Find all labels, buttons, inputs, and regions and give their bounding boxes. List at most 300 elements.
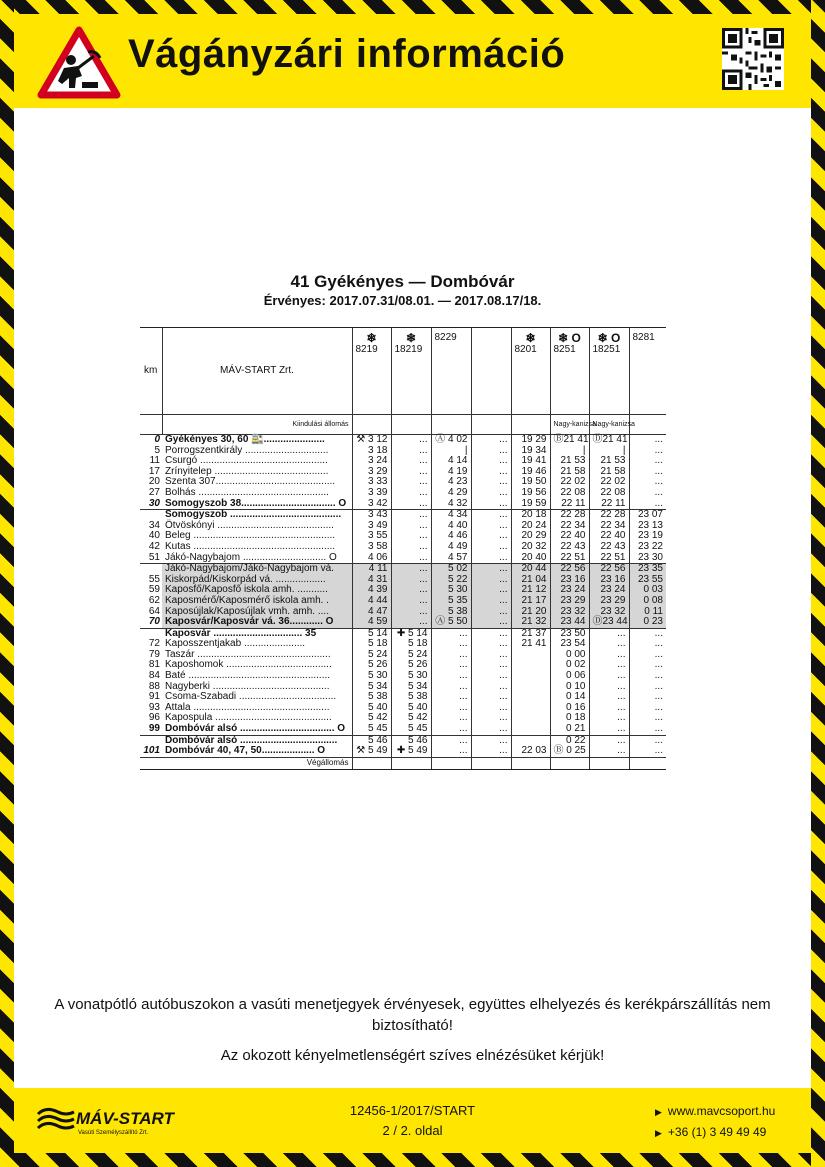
time-cell: 5 40	[391, 703, 431, 714]
time-cell: ...	[589, 650, 629, 661]
time-cell: 4 14	[431, 456, 471, 467]
time-cell: ...	[471, 553, 511, 564]
time-cell: 21 58	[550, 467, 589, 478]
table-row	[140, 499, 666, 510]
km-cell: 27	[148, 486, 160, 498]
time-cell: 5 24	[391, 650, 431, 661]
time-cell: ...	[589, 692, 629, 703]
time-cell: 5 30	[431, 585, 471, 596]
time-cell: 23 24	[589, 585, 629, 596]
time-cell: ...	[589, 682, 629, 693]
time-cell: 22 56	[589, 564, 629, 575]
time-cell: 22 02	[550, 477, 589, 488]
train-symbol: ❄	[366, 331, 377, 345]
km-cell: 93	[148, 701, 160, 713]
km-cell: 81	[148, 659, 160, 671]
table-row	[140, 596, 666, 607]
station-name: Kaposfő/Kaposfő iskola amh. ...........	[162, 585, 352, 596]
time-cell: 22 56	[550, 564, 589, 575]
km-cell: 55	[148, 573, 160, 585]
station-name: Kaposvár ................................ 35	[162, 628, 352, 639]
time-cell: ...	[431, 713, 471, 724]
km-cell: 11	[149, 455, 160, 467]
time-cell: Ⓓ21 41	[589, 435, 629, 446]
time-cell: ...	[629, 660, 666, 671]
time-cell: ...	[391, 596, 431, 607]
time-cell: ...	[471, 477, 511, 488]
time-cell: ...	[391, 488, 431, 499]
time-cell: ...	[629, 499, 666, 510]
km-cell: 17	[148, 465, 160, 477]
time-cell: ...	[471, 456, 511, 467]
time-cell: 3 55	[352, 531, 391, 542]
time-cell: 3 49	[352, 521, 391, 532]
time-cell: ...	[471, 575, 511, 586]
km-cell: 42	[148, 540, 160, 552]
time-cell: ⚒ 5 49	[352, 746, 391, 757]
time-cell: ...	[629, 682, 666, 693]
timetable-header-row	[140, 328, 666, 415]
time-cell: 22 40	[550, 531, 589, 542]
time-cell: 22 43	[589, 542, 629, 553]
train-header	[629, 328, 666, 415]
km-cell: 91	[148, 691, 160, 703]
time-cell: 4 49	[431, 542, 471, 553]
time-cell: 5 34	[391, 682, 431, 693]
train-symbol: ❄ O	[597, 331, 621, 345]
time-cell: |	[589, 446, 629, 457]
table-row	[140, 435, 666, 446]
time-cell: ...	[391, 499, 431, 510]
time-cell: ...	[391, 456, 431, 467]
timetable-validity: Érvényes: 2017.07.31/08.01. — 2017.08.17/18.	[263, 293, 542, 308]
phone-link[interactable]: ▶ +36 (1) 3 49 49 49	[655, 1125, 767, 1139]
time-cell: 20 40	[511, 553, 550, 564]
train-number: 18251	[592, 344, 621, 355]
time-cell: ...	[391, 521, 431, 532]
station-name: Szenta 307...........................................	[165, 476, 336, 488]
time-cell: 22 08	[589, 488, 629, 499]
time-cell: ...	[629, 692, 666, 703]
time-cell: 0 10	[550, 682, 589, 693]
time-cell: 0 18	[550, 713, 589, 724]
time-cell: 4 06	[352, 553, 391, 564]
time-cell: 23 54	[550, 639, 589, 650]
time-cell: 5 38	[352, 692, 391, 703]
train-symbol: ❄	[525, 331, 536, 345]
hazard-stripe-left	[0, 0, 14, 1167]
apology-notice: Az okozott kényelmetlenségért szíves elnézésüket kérjük!	[220, 1047, 605, 1064]
table-row	[140, 617, 666, 628]
time-cell: ...	[471, 639, 511, 650]
time-cell: 5 14	[352, 628, 391, 639]
time-cell: 21 20	[511, 607, 550, 618]
time-cell: Ⓐ 5 50	[431, 617, 471, 628]
logo-subtitle: Vasúti Személyszállító Zrt.	[78, 1130, 149, 1136]
time-cell: ...	[391, 510, 431, 521]
header-title: Vágányzári információ	[128, 32, 566, 76]
km-cell	[140, 415, 162, 435]
km-cell: 5	[154, 444, 160, 456]
time-cell: ...	[391, 564, 431, 575]
time-cell: 5 24	[352, 650, 391, 661]
station-name: Nagyberki ..........................................	[165, 680, 330, 692]
time-cell: 0 06	[550, 671, 589, 682]
time-cell: 23 30	[629, 553, 666, 564]
time-cell: ...	[471, 724, 511, 735]
time-cell: ...	[629, 628, 666, 639]
departure-label: Kiindulási állomás	[162, 415, 352, 435]
time-cell: ...	[471, 671, 511, 682]
logo-wordmark: MÁV-START	[76, 1109, 174, 1128]
time-cell: ...	[629, 671, 666, 682]
km-cell: 70	[148, 616, 160, 628]
time-cell: ...	[589, 628, 629, 639]
time-cell: ✚ 5 14	[391, 628, 431, 639]
train-header	[391, 328, 431, 415]
time-cell: 0 03	[629, 585, 666, 596]
time-cell: 21 53	[550, 456, 589, 467]
station-name: Csoma-Szabadi ...................................	[165, 691, 337, 703]
time-cell: ...	[471, 628, 511, 639]
time-cell: ...	[431, 650, 471, 661]
time-cell: 23 07	[629, 510, 666, 521]
time-cell: ...	[471, 435, 511, 446]
time-cell: ...	[391, 467, 431, 478]
station-name: Dombóvár 40, 47, 50................... O	[165, 745, 326, 757]
time-cell: ...	[471, 510, 511, 521]
train-origin	[391, 415, 431, 435]
time-cell: 5 34	[352, 682, 391, 693]
time-cell	[511, 660, 550, 671]
train-header	[511, 328, 550, 415]
time-cell: ...	[391, 542, 431, 553]
station-name: Ötvöskónyi ..........................................	[165, 519, 334, 531]
train-origin	[352, 415, 391, 435]
roadwork-warning-icon	[38, 26, 120, 98]
time-cell	[511, 682, 550, 693]
time-cell: 22 08	[550, 488, 589, 499]
time-cell: ...	[629, 477, 666, 488]
time-cell: 4 31	[352, 575, 391, 586]
time-cell	[511, 724, 550, 735]
hazard-stripe-right	[811, 0, 825, 1167]
website-link[interactable]: ▶ www.mavcsoport.hu	[655, 1104, 776, 1118]
time-cell: ...	[629, 467, 666, 478]
time-cell: 22 34	[550, 521, 589, 532]
time-cell: ...	[391, 446, 431, 457]
km-cell: 88	[148, 680, 160, 692]
time-cell: 23 13	[629, 521, 666, 532]
time-cell: 20 18	[511, 510, 550, 521]
time-cell: 5 46	[391, 735, 431, 746]
time-cell: 4 47	[352, 607, 391, 618]
time-cell	[511, 692, 550, 703]
time-cell: 4 44	[352, 596, 391, 607]
qr-code-icon[interactable]	[722, 28, 784, 90]
time-cell: ...	[471, 596, 511, 607]
time-cell: ...	[391, 607, 431, 618]
time-cell: 5 46	[352, 735, 391, 746]
km-cell: 40	[148, 530, 160, 542]
empty-cell	[511, 757, 550, 769]
station-name: Kiskorpád/Kiskorpád vá. ..................	[162, 575, 352, 586]
time-cell: 5 40	[352, 703, 391, 714]
time-cell: 22 51	[589, 553, 629, 564]
time-cell: 0 23	[629, 617, 666, 628]
time-cell: ...	[431, 639, 471, 650]
time-cell: 4 19	[431, 467, 471, 478]
time-cell: ...	[471, 521, 511, 532]
time-cell: 23 55	[629, 575, 666, 586]
train-number: 8219	[355, 344, 378, 355]
time-cell: ...	[589, 639, 629, 650]
time-cell: ...	[629, 639, 666, 650]
contact-info	[655, 1101, 775, 1143]
time-cell: ...	[629, 446, 666, 457]
km-cell: 64	[148, 605, 160, 617]
mav-start-logo	[36, 1104, 176, 1138]
time-cell: 4 40	[431, 521, 471, 532]
time-cell: ...	[431, 628, 471, 639]
km-cell: 30	[148, 497, 160, 509]
time-cell: ...	[471, 564, 511, 575]
time-cell: 21 58	[589, 467, 629, 478]
train-number: 18219	[394, 344, 423, 355]
time-cell: 20 44	[511, 564, 550, 575]
station-name: Kapospula ..........................................	[165, 712, 332, 724]
time-cell: 19 34	[511, 446, 550, 457]
hazard-stripe-top	[0, 0, 825, 14]
time-cell: ...	[589, 671, 629, 682]
station-name: Beleg ...................................................	[165, 530, 336, 542]
arrival-label: Végállomás	[162, 757, 352, 769]
time-cell: 23 50	[550, 628, 589, 639]
time-cell: ...	[589, 703, 629, 714]
table-row	[140, 553, 666, 564]
operator-header: MÁV-START Zrt.	[162, 328, 352, 415]
time-cell: ...	[431, 682, 471, 693]
time-cell: 0 16	[550, 703, 589, 714]
time-cell: 19 46	[511, 467, 550, 478]
time-cell: 22 28	[589, 510, 629, 521]
train-header	[550, 328, 589, 415]
time-cell: 0 00	[550, 650, 589, 661]
train-number: 8229	[434, 332, 457, 343]
time-cell: ...	[471, 650, 511, 661]
train-origin: Nagy-kanizsa	[550, 415, 589, 435]
time-cell: ...	[391, 435, 431, 446]
empty-cell	[629, 757, 666, 769]
time-cell: 23 32	[550, 607, 589, 618]
time-cell: ...	[471, 682, 511, 693]
time-cell: 20 24	[511, 521, 550, 532]
station-name: Somogyszob ........................................	[162, 510, 352, 521]
time-cell: 5 18	[352, 639, 391, 650]
time-cell: 3 24	[352, 456, 391, 467]
time-cell: 23 24	[550, 585, 589, 596]
table-row	[140, 488, 666, 499]
km-cell: 79	[148, 648, 160, 660]
time-cell: 21 53	[589, 456, 629, 467]
time-cell: 3 58	[352, 542, 391, 553]
train-header	[471, 328, 511, 415]
time-cell: 5 30	[352, 671, 391, 682]
km-cell: 72	[148, 638, 160, 650]
time-cell: 21 41	[511, 639, 550, 650]
time-cell: 23 29	[589, 596, 629, 607]
station-name: Jákó-Nagybajom .............................. O	[165, 551, 337, 563]
time-cell: 19 56	[511, 488, 550, 499]
time-cell: 0 22	[550, 735, 589, 746]
time-cell: ...	[471, 499, 511, 510]
empty-cell	[550, 757, 589, 769]
train-header	[352, 328, 391, 415]
time-cell: ...	[471, 660, 511, 671]
time-cell: ...	[589, 660, 629, 671]
time-cell	[511, 671, 550, 682]
train-origin: Nagy-kanizsa	[589, 415, 629, 435]
time-cell: ...	[589, 713, 629, 724]
km-cell: 34	[148, 519, 160, 531]
time-cell: 5 38	[391, 692, 431, 703]
station-name: Taszár ................................................	[165, 648, 331, 660]
time-cell: 5 38	[431, 607, 471, 618]
train-origin	[511, 415, 550, 435]
time-cell: ...	[391, 575, 431, 586]
empty-cell	[431, 757, 471, 769]
time-cell	[511, 650, 550, 661]
time-cell: 19 59	[511, 499, 550, 510]
time-cell: 5 26	[391, 660, 431, 671]
time-cell: ...	[431, 724, 471, 735]
time-cell: 3 39	[352, 488, 391, 499]
time-cell: ...	[431, 735, 471, 746]
train-number: 8251	[553, 344, 576, 355]
empty-cell	[391, 757, 431, 769]
time-cell: ...	[471, 617, 511, 628]
time-cell: 22 28	[550, 510, 589, 521]
train-header	[431, 328, 471, 415]
time-cell: 21 04	[511, 575, 550, 586]
time-cell: 20 29	[511, 531, 550, 542]
time-cell: 5 02	[431, 564, 471, 575]
time-cell: |	[431, 446, 471, 457]
time-cell: 21 17	[511, 596, 550, 607]
time-cell: 0 21	[550, 724, 589, 735]
time-cell: 5 18	[391, 639, 431, 650]
train-symbol: ❄	[405, 331, 417, 345]
time-cell: 0 02	[550, 660, 589, 671]
station-name: Dombóvár alsó ...................................	[162, 735, 352, 746]
time-cell: 23 16	[550, 575, 589, 586]
train-number: 8281	[632, 332, 655, 343]
time-cell: Ⓑ 0 25	[550, 746, 589, 757]
time-cell: ...	[471, 531, 511, 542]
station-name: Somogyszob 38.................................. O	[165, 497, 347, 509]
time-cell: 23 29	[550, 596, 589, 607]
km-cell: 99	[148, 723, 160, 735]
time-cell: ...	[629, 746, 666, 757]
time-cell: 22 43	[550, 542, 589, 553]
time-cell: ...	[629, 713, 666, 724]
time-cell: 4 32	[431, 499, 471, 510]
time-cell: ...	[391, 477, 431, 488]
station-name: Kaposhomok ......................................	[165, 659, 332, 671]
station-name: Zrínyitelep .........................................	[165, 465, 329, 477]
table-row	[140, 724, 666, 735]
time-cell: 4 23	[431, 477, 471, 488]
departure-station-row	[140, 415, 666, 435]
table-row	[140, 542, 666, 553]
km-cell	[140, 757, 162, 769]
km-cell: 101	[143, 745, 160, 757]
time-cell: ...	[431, 660, 471, 671]
time-cell: ...	[431, 671, 471, 682]
station-name: Csurgó ..............................................	[165, 455, 328, 467]
empty-cell	[589, 757, 629, 769]
document-number: 12456-1/2017/START	[349, 1103, 476, 1118]
time-cell: 23 32	[589, 607, 629, 618]
km-cell: 62	[148, 594, 160, 606]
time-cell: 3 18	[352, 446, 391, 457]
km-cell: 96	[148, 712, 160, 724]
timetable-title: 41 Gyékényes — Dombóvár	[290, 272, 515, 291]
time-cell: ...	[471, 746, 511, 757]
time-cell: Ⓐ 4 02	[431, 435, 471, 446]
empty-cell	[471, 757, 511, 769]
time-cell: 21 37	[511, 628, 550, 639]
km-cell: 51	[148, 551, 160, 563]
time-cell: ...	[391, 531, 431, 542]
time-cell: ...	[471, 585, 511, 596]
time-cell	[511, 703, 550, 714]
time-cell: ...	[391, 585, 431, 596]
time-cell: ...	[471, 488, 511, 499]
time-cell: 5 42	[391, 713, 431, 724]
time-cell: ...	[431, 703, 471, 714]
time-cell: 0 11	[629, 607, 666, 618]
time-cell: 19 29	[511, 435, 550, 446]
time-cell: 4 46	[431, 531, 471, 542]
time-cell: |	[550, 446, 589, 457]
time-cell: ...	[471, 467, 511, 478]
time-cell: 5 45	[391, 724, 431, 735]
hazard-stripe-bottom	[0, 1153, 825, 1167]
time-cell: 21 32	[511, 617, 550, 628]
time-cell: 22 40	[589, 531, 629, 542]
table-row	[140, 746, 666, 757]
time-cell: ...	[471, 703, 511, 714]
time-cell: 20 32	[511, 542, 550, 553]
arrow-icon: ▶	[655, 1107, 662, 1117]
time-cell: 4 34	[431, 510, 471, 521]
time-cell: 3 42	[352, 499, 391, 510]
time-cell: 3 33	[352, 477, 391, 488]
time-cell: 5 42	[352, 713, 391, 724]
arrival-station-row	[140, 757, 666, 769]
station-name: Jákó-Nagybajom/Jákó-Nagybajom vá.	[162, 564, 352, 575]
station-name: Kaposvár/Kaposvár vá. 36............ O	[162, 617, 352, 628]
station-name: Gyékényes 30, 60 🚉......................	[162, 435, 352, 446]
time-cell: ...	[471, 713, 511, 724]
time-cell: ...	[629, 435, 666, 446]
time-cell: 5 22	[431, 575, 471, 586]
station-name: Kaposmérő/Kaposmérő iskola amh. .	[162, 596, 352, 607]
time-cell: Ⓓ23 44	[589, 617, 629, 628]
train-number: 8201	[514, 344, 537, 355]
station-name: Dombóvár alsó .................................. O	[165, 723, 346, 735]
